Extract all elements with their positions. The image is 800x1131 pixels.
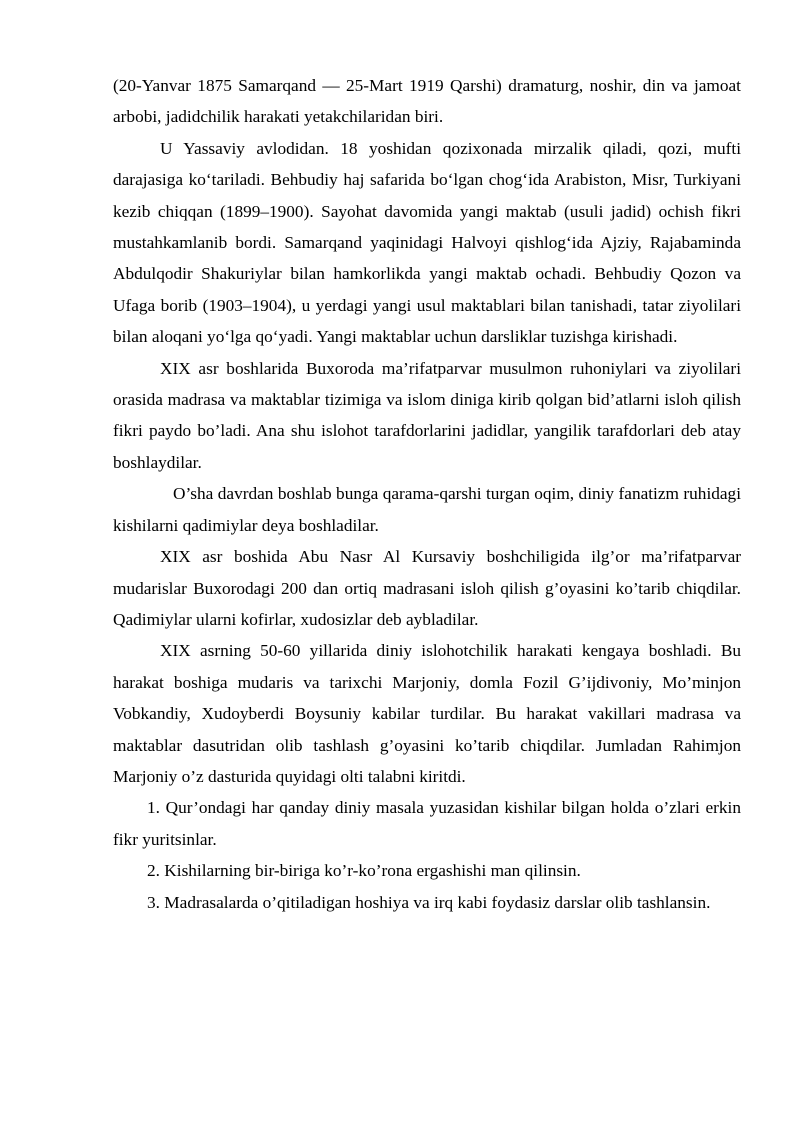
paragraph-qadimiylar: O’sha davrdan boshlab bunga qarama-qarshi turgan oqim, diniy fanatizm ruhidagi kishilarni qadimiylar deya boshladilar.	[113, 484, 741, 535]
list-item-3: 3. Madrasalarda o’qitiladigan hoshiya va irq kabi foydasiz darslar olib tashlansin.	[147, 892, 711, 912]
document-page	[113, 70, 741, 918]
paragraph-kursaviy: XIX asr boshida Abu Nasr Al Kursaviy boshchiligida ilg’or ma’rifatparvar mudarislar Buxorodagi 200 dan ortiq madrasani isloh qilish g’oyasini ko’tarib chiqdilar. Qadimiylar ularni kofirlar, xudosizlar deb aybladilar.	[113, 547, 741, 629]
list-item-2: 2. Kishilarning bir-biriga ko’r-ko’rona ergashishi man qilinsin.	[147, 861, 581, 881]
paragraph-intro: (20-Yanvar 1875 Samarqand — 25-Mart 1919 Qarshi) dramaturg, noshir, din va jamoat arbobi, jadidchilik harakati yetakchilaridan biri.	[113, 76, 741, 127]
paragraph-marjoniy: XIX asrning 50-60 yillarida diniy islohotchilik harakati kengaya boshladi. Bu harakat boshiga mudaris va tarixchi Marjoniy, domla Fozil G’ijdivoniy, Mo’minjon Vobkandiy, Xudoyberdi Boysuniy kabilar turdilar. Bu harakat vakillari madrasa va maktablar dasutridan olib tashlash g’oyasini ko’tarib chiqdilar. Jumladan Rahimjon Marjoniy o’z dasturida quyidagi olti talabni kiritdi.	[113, 641, 741, 786]
paragraph-bukhara-reform: XIX asr boshlarida Buxoroda ma’rifatparvar musulmon ruhoniylari va ziyolilari orasida madrasa va maktablar tizimiga va islom diniga kirib qolgan bid’atlarni isloh qilish fikri paydo bo’ladi. Ana shu islohot tarafdorlarini jadidlar, yangilik tarafdorlari deb atay boshlaydilar.	[113, 358, 741, 472]
paragraph-biography: U Yassaviy avlodidan. 18 yoshidan qozixonada mirzalik qiladi, qozi, mufti darajasiga koʻtariladi. Behbudiy haj safarida boʻlgan chogʻida Arabiston, Misr, Turkiyani kezib chiqqan (1899–1900). Sayohat davomida yangi maktab (usuli jadid) ochish fikri mustahkamlanib bordi. Samarqand yaqinidagi Halvoyi qishlogʻida Ajziy, Rajabaminda Abdulqodir Shakuriylar bilan hamkorlikda yangi maktab ochadi. Behbudiy Qozon va Ufaga borib (1903–1904), u yerdagi yangi usul maktablari bilan tanishadi, tatar ziyolilari bilan aloqani yoʻlga qoʻyadi. Yangi maktablar uchun darsliklar tuzishga kirishadi.	[113, 138, 741, 347]
list-item-1: 1. Qur’ondagi har qanday diniy masala yuzasidan kishilar bilgan holda o’zlari erkin fikr yuritsinlar.	[113, 798, 741, 849]
